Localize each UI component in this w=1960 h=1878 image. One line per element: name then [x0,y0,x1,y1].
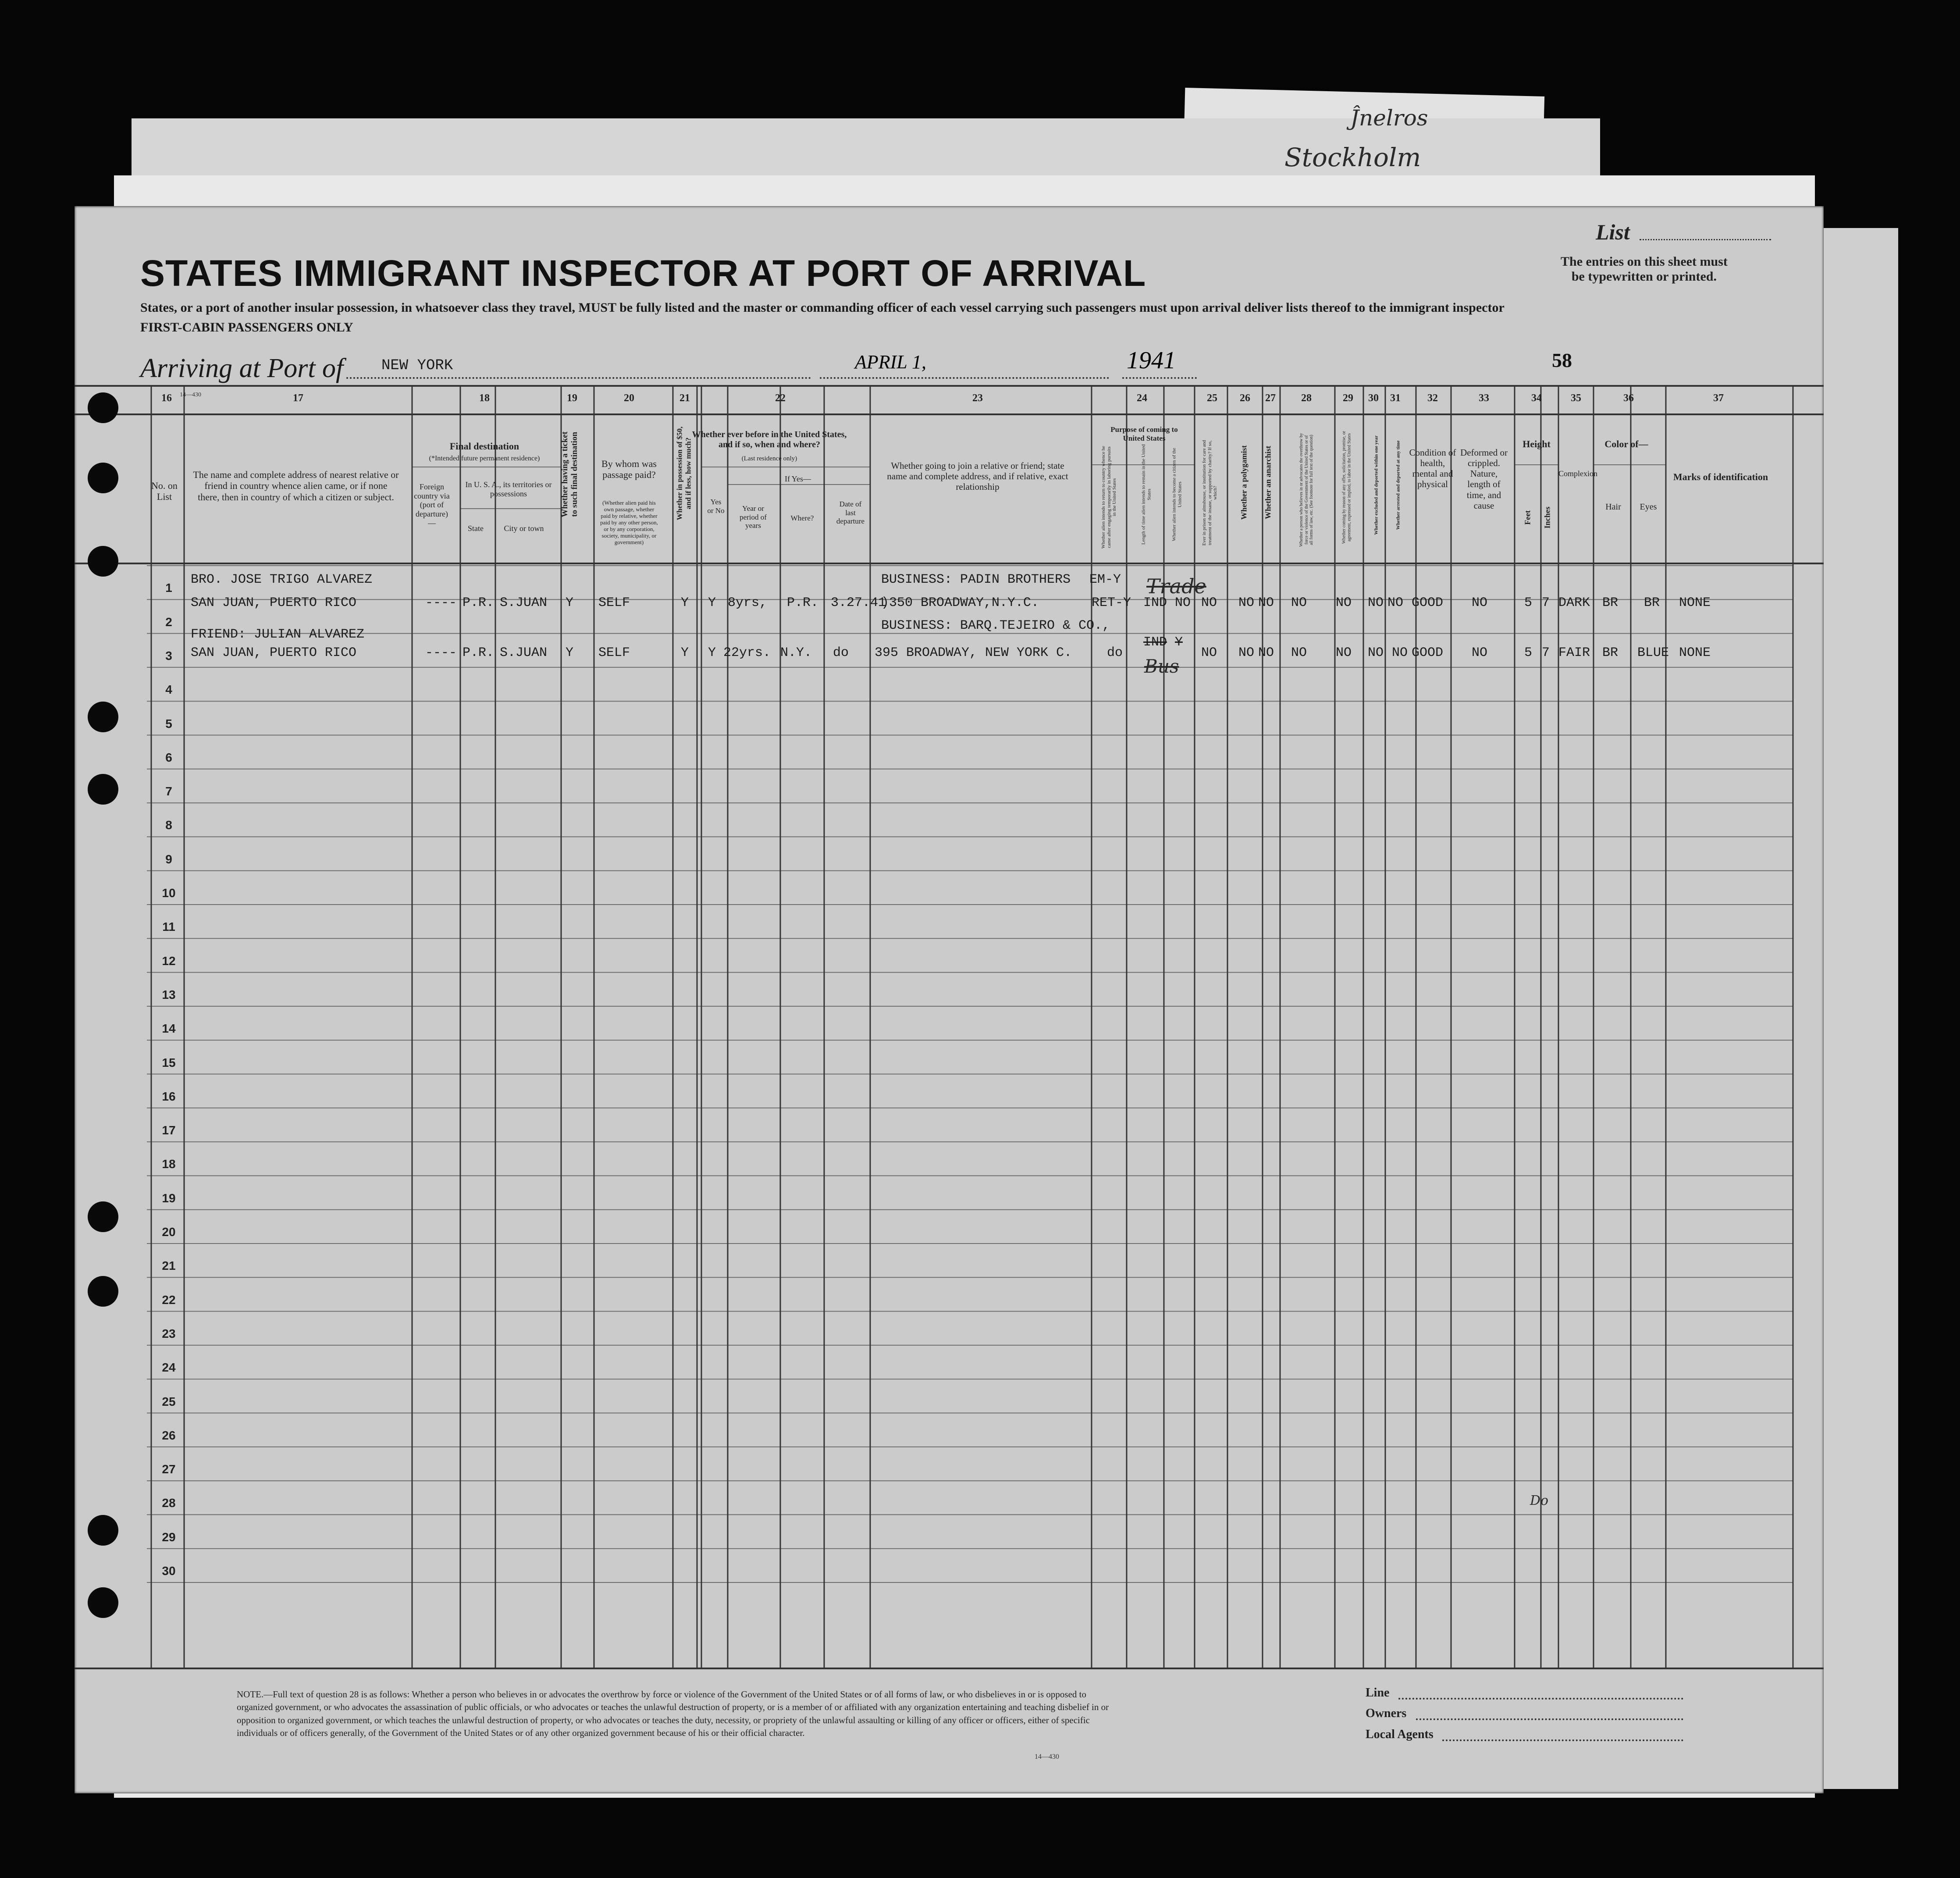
list-number-line [1640,239,1771,240]
row-number: 25 [162,1394,176,1408]
arrival-year: 1941 [1127,347,1176,374]
column-number: 30 [1368,392,1379,404]
column-number: 32 [1427,392,1438,404]
header-excluded: Whether excluded and deported within one year [1373,435,1379,535]
binder-hole [88,1515,118,1546]
column-number: 26 [1240,392,1250,404]
column-number: 16 [161,392,172,404]
entry-2-purpose-line2: do [1107,645,1123,660]
binder-hole [88,1201,118,1232]
entry-1-state: P.R. [462,595,494,610]
entry-2-foreign: ---- [425,645,457,660]
entry-2-anarchist: NO [1258,645,1274,660]
form-subtitle: States, or a port of another insular possession, in whatsoever class they travel, MUST be fully listed and the master or commanding officer of each vessel carrying such passengers must upon arrival deliver lists thereof to the immigrant inspector [140,300,1505,315]
entry-2-hair: BR [1602,645,1619,660]
form-title: STATES IMMIGRANT INSPECTOR AT PORT OF ARRIVAL [140,253,1146,294]
header-complexion: Complexion [1558,469,1597,478]
row-number: 14 [162,1022,176,1036]
header-purpose: Purpose of coming to United States [1110,425,1178,442]
list-label: List [1596,220,1630,244]
header-last-residence: (Last residence only) [741,455,797,462]
header-final-destination: Final destination [449,441,519,452]
entry-2-paid-by: SELF [598,645,630,660]
row-number: 20 [162,1225,176,1239]
header-date-last-departure: Date of last departure [836,500,865,526]
entry-2-excluded: NO [1368,645,1384,660]
header-yes-no: Yes or No [707,498,725,515]
entry-1-excluded: NO [1368,595,1384,610]
entry-2-deformed: NO [1472,645,1488,660]
header-passage-paid: By whom was passage paid? [601,458,657,481]
entry-2-labor: NO [1336,645,1352,660]
binder-hole [88,463,118,493]
local-agents-field [1442,1739,1683,1741]
row-number: 4 [165,683,172,697]
row-number: 5 [165,716,172,731]
header-overthrow: Whether a person who believes in or advocates the overthrow by force or violence of the Government of the United States or of all forms of law, etc. (See footnote for full text of the question) [1298,433,1314,547]
underlying-sheet-edge [1811,228,1898,1789]
entry-2-relative-line2: SAN JUAN, PUERTO RICO [191,645,357,660]
entry-2-ticket: Y [566,645,574,660]
header-purpose-return: Whether alien intends to return to country whence he came after engaging temporarily in laboring pursuits in the United States [1101,445,1117,549]
line-label: Line [1366,1686,1390,1700]
header-final-destination-note: (*Intended future permanent residence) [429,455,540,462]
header-feet: Feet [1523,510,1532,525]
form-code-top: 14—430 [180,392,201,398]
column-number: 35 [1571,392,1581,404]
handwritten-height-note: Do [1530,1493,1549,1508]
header-nearest-relative: The name and complete address of nearest relative or friend in country whence alien came, or if none there, then in country of which a citizen or subject. [193,469,399,502]
entry-1-prison: NO [1201,595,1217,610]
entry-2-before: Y [708,645,716,660]
column-number: 24 [1137,392,1147,404]
entry-2-eyes: BLUE [1637,645,1669,660]
arrival-date: APRIL 1, [855,351,926,373]
line-field [1398,1698,1683,1700]
column-number: 28 [1301,392,1312,404]
handwritten-top-note-1: Ĵnelros [1350,105,1428,131]
column-number: 37 [1713,392,1724,404]
handwritten-purpose-trade: Trade [1146,574,1206,598]
header-anarchist: Whether an anarchist [1263,445,1273,520]
entry-2-inches: 7 [1542,645,1550,660]
header-ticket: Whether having a ticket to such final destination [560,431,579,517]
entries-note-line-1: The entries on this sheet must [1561,254,1728,269]
handwritten-purpose-bus: Bus [1144,656,1179,677]
row-number: 22 [162,1293,176,1307]
column-number: 23 [972,392,983,404]
entry-1-labor: NO [1336,595,1352,610]
entry-1-length: IND [1143,595,1167,610]
row-number: 10 [162,886,176,900]
local-agents-label: Local Agents [1366,1728,1434,1741]
port-line [346,377,811,379]
row-number: 19 [162,1191,176,1205]
entry-1-city: S.JUAN [500,595,548,610]
owners-label: Owners [1366,1707,1407,1720]
date-line [820,377,1109,379]
column-number: 17 [293,392,303,404]
form-code-bottom: 14—430 [1035,1753,1059,1760]
entry-2-join-line2: 395 BROADWAY, NEW YORK C. [875,645,1072,660]
header-height: Height [1522,438,1551,449]
entry-1-ticket: Y [566,595,574,610]
row-number: 26 [162,1428,176,1442]
entry-1-inches: 7 [1542,595,1550,610]
column-number: 19 [567,392,577,404]
owners-field [1416,1718,1683,1720]
handwritten-top-note-2: Stockholm [1284,143,1421,172]
binder-hole [88,1276,118,1307]
entry-1-health: GOOD [1412,595,1444,610]
entry-1-before: Y [708,595,716,610]
entry-2-health: GOOD [1412,645,1444,660]
row-number: 27 [162,1462,176,1476]
row-number: 23 [162,1326,176,1340]
entry-1-marks: NONE [1679,595,1711,610]
question-28-footnote: NOTE.—Full text of question 28 is as follows: Whether a person who believes in or advocates the overthrow by force or violence of the Government of the United States or of all forms of law, or who disbelieves in or is opposed to organized government, or who advocates the assassination of public officials, or who advocates or teaches the unlawful destruction of property, or is a member of or affiliated with any organization entertaining and teaching disbelief in or opposition to organized government, or which teaches the unlawful destruction of property, or who advocates or teaches the duty, necessity, or propriety of the unlawful assaulting or killing of any officer or officers, either of specific individuals or of officers generally, of the Government of the United States or of any other organized government because of his or their official character. [237,1689,1109,1739]
entry-1-purpose-line2: RET-Y [1092,595,1131,610]
column-number: 20 [624,392,634,404]
header-polygamist: Whether a polygamist [1239,445,1249,520]
header-prison: Ever in prison or almshouse, or institution for care and treatment of the insane, or supported by charity? If so, which? [1202,440,1218,546]
row-number: 18 [162,1157,176,1171]
row-number: 28 [162,1496,176,1510]
entry-1-foreign: ---- [425,595,457,610]
entry-2-join-line1: BUSINESS: BARQ.TEJEIRO & CO., [881,618,1110,633]
entry-1-where: P.R. [787,595,819,610]
grid-lines [75,206,1824,1793]
entry-2-city: S.JUAN [500,645,548,660]
header-hair: Hair [1605,502,1621,512]
entry-1-hair: BR [1602,595,1619,610]
entries-note-line-2: be typewritten or printed. [1571,269,1717,284]
row-number: 2 [165,615,172,629]
header-state: State [468,524,484,533]
binder-hole [88,702,118,732]
header-foreign-country: Foreign country via (port of departure)— [414,482,450,527]
entry-2-where: N.Y. [780,645,812,660]
entry-1-eyes: BR [1644,595,1660,610]
manifest-sheet [75,206,1824,1793]
column-number: 25 [1207,392,1217,404]
entry-2-relative-line1: FRIEND: JULIAN ALVAREZ [191,627,365,642]
row-number: 9 [165,852,172,866]
column-number: 34 [1531,392,1542,404]
entry-1-citizen: NO [1175,595,1191,610]
row-number: 24 [162,1361,176,1375]
column-number: 33 [1479,392,1489,404]
entry-1-join-line2: )350 BROADWAY,N.Y.C. [881,595,1039,610]
entry-2-overthrow: NO [1291,645,1307,660]
passenger-class-note: FIRST-CABIN PASSENGERS ONLY [140,320,353,335]
header-year-period: Year or period of years [740,504,767,530]
row-number: 21 [162,1259,176,1273]
binder-hole [88,392,118,423]
header-passage-paid-note: (Whether alien paid his own passage, whether paid by relative, whether paid by any other person, or by any corporation, society, municipality, or government) [600,499,658,545]
column-number: 36 [1623,392,1634,404]
entry-1-relative-line1: BRO. JOSE TRIGO ALVAREZ [191,572,373,587]
column-number: 31 [1390,392,1401,404]
entry-2-state: P.R. [462,645,494,660]
entry-1-paid-by: SELF [598,595,630,610]
entries-note [1561,254,1728,284]
entry-1-polygamist: NO [1238,595,1255,610]
entry-2-complexion: FAIR [1558,645,1590,660]
header-ever-before-us: Whether ever before in the United States, and if so, when and where? [692,430,847,449]
row-number: 12 [162,954,176,968]
row-number: 30 [162,1564,176,1578]
entry-2-prison: NO [1201,645,1217,660]
header-fifty-dollars: Whether in possession of $50, and if less, how much? [675,426,692,520]
entry-2-last-departure: do [833,645,849,660]
row-number: 29 [162,1530,176,1544]
column-number: 18 [479,392,490,404]
header-no-on-list: No. on List [151,480,178,502]
row-number: 15 [162,1055,176,1069]
entry-1-join-line1: BUSINESS: PADIN BROTHERS [881,572,1071,587]
entry-1-relative-line2: SAN JUAN, PUERTO RICO [191,595,357,610]
entry-1-overthrow: NO [1291,595,1307,610]
entry-1-feet: 5 [1524,595,1533,610]
row-number: 3 [165,649,172,663]
entry-1-complexion: DARK [1558,595,1590,610]
entry-2-feet: 5 [1524,645,1533,660]
column-number: 29 [1343,392,1353,404]
page-number: 58 [1552,349,1572,371]
header-city: City or town [504,524,544,533]
arriving-at-port-label: Arriving at Port of [140,353,344,383]
entry-1-purpose-line1: EM-Y [1089,572,1121,587]
row-number: 13 [162,987,176,1001]
header-marks: Marks of identification [1673,471,1768,482]
row-number: 6 [165,750,172,764]
entry-2-marks: NONE [1679,645,1711,660]
header-inches: Inches [1543,506,1552,529]
column-number: 22 [775,392,786,404]
binder-hole [88,546,118,577]
port-of-arrival: NEW YORK [381,357,453,374]
column-number: 27 [1265,392,1276,404]
column-number: 21 [679,392,690,404]
row-number: 8 [165,818,172,832]
row-number: 17 [162,1123,176,1137]
header-deformed: Deformed or crippled. Nature, length of time, and cause [1460,447,1508,511]
binder-hole [88,774,118,805]
header-if-yes: If Yes— [784,474,811,483]
entry-1-fifty: Y [681,595,689,610]
header-health: Condition of health, mental and physical [1409,447,1456,490]
header-in-usa: In U. S. A., its territories or possessions [465,480,552,498]
row-number: 11 [162,920,175,934]
entry-1-last-departure: 3.27.41 [831,595,886,610]
entry-1-anarchist: NO [1258,595,1274,610]
year-line [1122,377,1197,379]
binder-hole [88,1587,118,1618]
entry-2-citizen: Y [1175,635,1183,650]
header-going-to-join: Whether going to join a relative or friend; state name and complete address, and if relative, exact relationship [887,460,1068,492]
header-purpose-citizen: Whether alien intends to become a citizen of the United States [1171,448,1182,541]
entry-1-deformed: NO [1472,595,1488,610]
entry-2-length: IND [1143,635,1167,650]
header-labor-offer: Whether coming by reason of any offer, solicitation, promise, or agreement, expressed or implied, to labor in the United States [1341,431,1352,544]
row-number: 16 [162,1089,176,1103]
row-number: 7 [165,784,172,798]
header-where: Where? [790,514,814,522]
entry-1-deported: NO [1387,595,1404,610]
entry-2-years: 22yrs. [723,645,771,660]
entry-2-deported: NO [1392,645,1408,660]
row-number: 1 [165,581,172,595]
header-color-of: Color of— [1604,438,1648,449]
entry-2-fifty: Y [681,645,689,660]
header-purpose-length: Length of time alien intends to remain in the United States [1141,444,1152,545]
entry-2-polygamist: NO [1238,645,1255,660]
header-deported: Whether arrested and deported at any time [1395,440,1401,530]
header-eyes: Eyes [1640,502,1657,512]
entry-1-years: 8yrs, [728,595,768,610]
